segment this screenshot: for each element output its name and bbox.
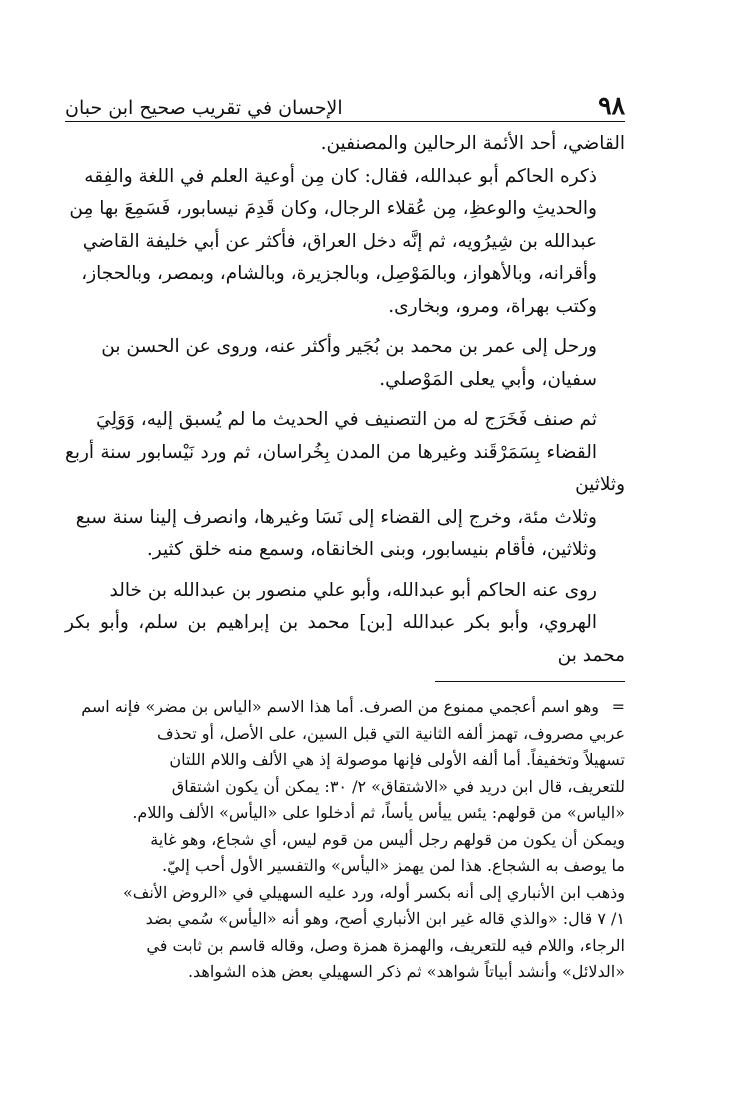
text-line: القضاء بِسَمَرْقَند وغيرها من المدن بِخُراسان، ثم ورد نَيْسابور سنة أربع وثلاثين [65,441,625,495]
running-title: الإحسان في تقريب صحيح ابن حبان [65,97,343,119]
footnote-line: «الدلائل» وأنشد أبياتاً شواهد» ثم ذكر السهيلي بعض هذه الشواهد. [187,962,625,981]
footnote-line: ١/ ٧ قال: «والذي قاله غير ابن الأنباري أصح، وهو أنه «اليأس» سُمي بضد [145,909,625,928]
page-number: ٩٨ [598,91,625,120]
footnote-line: تسهيلاً وتخفيفاً. أما ألفه الأولى فإنها موصولة إذ هي الألف واللام اللتان [169,750,625,769]
footnote-line: ويمكن أن يكون من قولهم رجل أليس من قوم ليس، أي شجاع، وهو غاية [150,829,625,849]
header-rule [65,121,625,122]
footnote-line: للتعريف، قال ابن دريد في «الاشتقاق» ٢/ ٣٠: يمكن أن يكون اشتقاق [171,776,625,796]
text-line: روى عنه الحاكم أبو عبدالله، وأبو علي منصور بن عبدالله بن خالد [109,579,597,601]
text-line: وثلاثين، فأقام بنيسابور، وبنى الخانقاه، وسمع منه خلق كثير. [146,539,597,560]
text-line: ورحل إلى عمر بن محمد بن بُجَير وأكثر عنه، وروى عن الحسن بن [101,336,597,357]
text-line: عبدالله بن شِيرُويه، ثم إنَّه دخل العراق، فأكثر عن أبي خليفة القاضي [82,230,597,252]
footnote-line: عربي مصروف، تهمز ألفه الثانية التي قبل السين، على الأصل، أو تحذف [156,723,625,743]
footnote-line: وذهب ابن الأنباري إلى أنه بكسر أوله، ورد عليه السهيلي في «الروض الأنف» [122,882,625,902]
text-line: وأقرانه، وبالأهواز، وبالمَوْصِل، وبالجزيرة، وبالشام، وبمصر، وبالحجاز، [81,263,597,284]
page-header [65,84,625,118]
text-line: والحديثِ والوعظِ، مِن عُقلاء الرجال، وكان قَدِمَ نيسابور، فَسَمِعَ بها مِن [69,198,597,219]
footnote-line [65,694,625,721]
text-line: ثم صنف فَخَرَج له من التصنيف في الحديث ما لم يُسبق إليه، وَوَلِيَ [95,409,597,430]
footnote-rule [435,681,625,682]
footnote-line: «الياس» من قولهم: يئس ييأس يأساً، ثم أدخلوا على «اليأس» الألف واللام. [132,803,625,822]
paragraph-2 [65,161,625,324]
footnote-line: ما يوصف به الشجاع. هذا لمن يهمز «اليأس» والتفسير الأول أحب إليّ. [162,856,625,875]
continuation-mark: = [611,697,625,716]
footnote-line: الرجاء، واللام فيه للتعريف، والهمزة همزة وصل، وقاله قاسم بن ثابت في [146,935,625,955]
main-text [65,128,625,672]
text-line: القاضي، أحد الأئمة الرحالين والمصنفين. [320,133,625,154]
paragraph-5 [65,575,625,673]
paragraph-4 [65,404,625,567]
footnotes [65,694,625,986]
text-line: وثلاث مئة، وخرج إلى القضاء إلى نَسَا وغيرها، وانصرف إلينا سنة سبع [75,506,597,528]
footnote-text: وهو اسم أعجمي ممنوع من الصرف. أما هذا الاسم «الياس بن مضر» فإنه اسم [81,697,599,716]
text-line: وكتب بهراة، ومرو، وبخارى. [388,295,597,317]
text-line: الهروي، وأبو بكر عبدالله [بن] محمد بن إبراهيم بن سلم، وأبو بكر محمد بن [65,612,625,666]
paragraph-3 [65,331,625,396]
paragraph-1 [65,128,625,161]
text-line: ذكره الحاكم أبو عبدالله، فقال: كان مِن أوعية العلم في اللغة والفِقه [84,165,597,187]
text-line: سفيان، وأبي يعلى المَوْصلي. [379,368,597,390]
